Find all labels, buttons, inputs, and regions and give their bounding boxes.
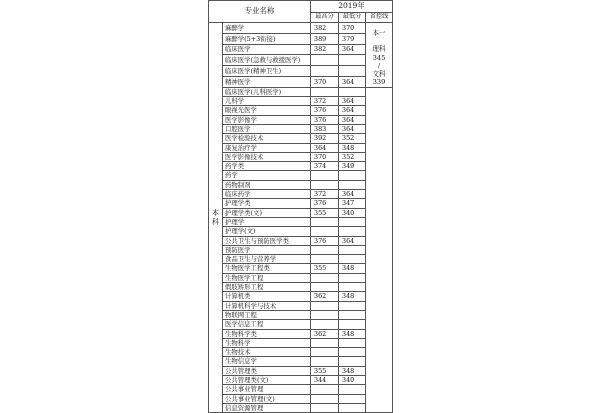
table-row xyxy=(209,338,393,347)
min-score-cell: 348 xyxy=(339,292,366,301)
major-name-cell: 临床医学 xyxy=(223,44,311,55)
major-name-cell: 信息资源管理 xyxy=(223,403,311,412)
table-row xyxy=(209,403,393,412)
major-name-cell: 医学影像技术 xyxy=(223,152,311,161)
min-score-cell: 340 xyxy=(339,375,366,384)
major-name-cell: 生物技术 xyxy=(223,348,311,357)
min-score-cell xyxy=(339,338,366,347)
major-name-cell: 药学类 xyxy=(223,162,311,171)
score-table xyxy=(208,0,393,413)
min-score-cell xyxy=(339,273,366,282)
major-name-cell: 医学信息工程 xyxy=(223,320,311,329)
control-line-text: 文科 xyxy=(372,70,386,79)
table-row xyxy=(209,23,393,34)
admission-score-sheet xyxy=(208,0,392,412)
control-line-text: / xyxy=(377,61,381,70)
major-name-cell: 生物医学工程类 xyxy=(223,264,311,273)
max-score-cell xyxy=(311,217,339,226)
min-score-cell xyxy=(339,394,366,403)
table-row xyxy=(209,292,393,301)
control-line-text: 339 xyxy=(372,78,386,87)
major-name-cell: 生物信息学 xyxy=(223,357,311,366)
control-line-text: 理科 xyxy=(372,45,386,54)
max-score-cell xyxy=(311,273,339,282)
min-score-cell: 364 xyxy=(339,124,366,133)
min-score-cell xyxy=(339,55,366,66)
table-row xyxy=(209,44,393,55)
max-score-cell xyxy=(311,171,339,180)
major-name-cell: 临床医学(精神卫生) xyxy=(223,66,311,77)
table-row xyxy=(209,357,393,366)
max-score-cell xyxy=(311,87,339,96)
table-row xyxy=(209,171,393,180)
min-score-cell xyxy=(339,310,366,319)
control-line-note xyxy=(366,23,393,88)
table-row xyxy=(209,366,393,375)
table-row xyxy=(209,320,393,329)
table-row xyxy=(209,66,393,77)
major-name-cell: 公共事业管理 xyxy=(223,385,311,394)
major-name-cell: 计算机科学与技术 xyxy=(223,301,311,310)
table-row xyxy=(209,217,393,226)
control-line-header: 省控线 xyxy=(366,13,393,23)
min-score-cell: 348 xyxy=(339,264,366,273)
min-score-cell: 348 xyxy=(339,143,366,152)
table-row xyxy=(209,283,393,292)
table-row xyxy=(209,255,393,264)
major-name-cell: 药物制剂 xyxy=(223,180,311,189)
major-name-cell: 公共事业管理(文) xyxy=(223,394,311,403)
major-name-cell: 生物科学 xyxy=(223,338,311,347)
max-score-cell: 392 xyxy=(311,134,339,143)
major-name-cell: 医学检验技术 xyxy=(223,134,311,143)
min-score-cell: 364 xyxy=(339,97,366,106)
max-score-cell xyxy=(311,348,339,357)
min-score-cell: 370 xyxy=(339,23,366,34)
major-name-cell: 康复治疗学 xyxy=(223,143,311,152)
max-score-cell: 364 xyxy=(311,143,339,152)
table-row xyxy=(209,264,393,273)
min-score-cell: 379 xyxy=(339,33,366,44)
table-row xyxy=(209,152,393,161)
major-name-cell: 生物医学工程 xyxy=(223,273,311,282)
year-header: 2019年 xyxy=(311,1,393,13)
min-score-cell xyxy=(339,357,366,366)
min-score-cell xyxy=(339,348,366,357)
min-score-cell: 348 xyxy=(339,366,366,375)
major-name-cell: 护理学(文) xyxy=(223,227,311,236)
table-row xyxy=(209,134,393,143)
header-row-1 xyxy=(209,1,393,13)
min-score-cell: 340 xyxy=(339,208,366,217)
max-score-cell: 372 xyxy=(311,97,339,106)
min-score-cell xyxy=(339,255,366,264)
major-name-cell: 临床药学 xyxy=(223,190,311,199)
max-score-cell: 355 xyxy=(311,208,339,217)
major-name-cell: 药学 xyxy=(223,171,311,180)
major-name-cell: 物联网工程 xyxy=(223,310,311,319)
min-score-cell xyxy=(339,171,366,180)
table-row xyxy=(209,273,393,282)
max-score-cell xyxy=(311,245,339,254)
min-score-cell xyxy=(339,403,366,412)
table-row xyxy=(209,106,393,115)
major-name-cell: 公共管理类(文) xyxy=(223,375,311,384)
table-row xyxy=(209,245,393,254)
min-score-cell: 364 xyxy=(339,236,366,245)
max-score-cell: 383 xyxy=(311,124,339,133)
table-row xyxy=(209,310,393,319)
min-score-cell xyxy=(339,217,366,226)
max-score-cell: 376 xyxy=(311,106,339,115)
min-score-cell: 364 xyxy=(339,190,366,199)
control-line-text: 本一 xyxy=(372,29,386,37)
max-score-cell xyxy=(311,180,339,189)
max-score-cell xyxy=(311,357,339,366)
max-score-cell xyxy=(311,320,339,329)
max-score-header: 最高分 xyxy=(311,13,339,23)
major-name-cell: 假肢矫形工程 xyxy=(223,283,311,292)
min-score-header: 最低分 xyxy=(339,13,366,23)
major-name-cell: 食品卫生与营养学 xyxy=(223,255,311,264)
table-row xyxy=(209,76,393,87)
table-row xyxy=(209,180,393,189)
major-name-cell: 护理学类(文) xyxy=(223,208,311,217)
max-score-cell: 344 xyxy=(311,375,339,384)
table-row xyxy=(209,124,393,133)
table-row xyxy=(209,162,393,171)
major-name-cell: 临床医学(儿科医学) xyxy=(223,87,311,96)
major-name-cell: 预防医学 xyxy=(223,245,311,254)
min-score-cell: 352 xyxy=(339,152,366,161)
max-score-cell xyxy=(311,394,339,403)
max-score-cell: 370 xyxy=(311,76,339,87)
max-score-cell: 389 xyxy=(311,33,339,44)
max-score-cell: 376 xyxy=(311,115,339,124)
major-name-cell: 临床医学(急救与救援医学) xyxy=(223,55,311,66)
table-row xyxy=(209,33,393,44)
table-row xyxy=(209,227,393,236)
level-cell: 本 科 xyxy=(209,23,223,413)
min-score-cell xyxy=(339,245,366,254)
table-row xyxy=(209,385,393,394)
max-score-cell: 376 xyxy=(311,199,339,208)
table-row xyxy=(209,236,393,245)
table-row xyxy=(209,348,393,357)
min-score-cell: 364 xyxy=(339,115,366,124)
min-score-cell xyxy=(339,227,366,236)
max-score-cell: 362 xyxy=(311,292,339,301)
major-name-cell: 生物科学类 xyxy=(223,329,311,338)
table-row xyxy=(209,115,393,124)
table-row xyxy=(209,97,393,106)
max-score-cell xyxy=(311,227,339,236)
min-score-cell: 364 xyxy=(339,76,366,87)
min-score-cell xyxy=(339,87,366,96)
min-score-cell xyxy=(339,66,366,77)
table-row xyxy=(209,190,393,199)
table-row xyxy=(209,87,393,96)
max-score-cell: 382 xyxy=(311,44,339,55)
table-row xyxy=(209,329,393,338)
table-row xyxy=(209,199,393,208)
major-name-cell: 医学影像学 xyxy=(223,115,311,124)
max-score-cell: 372 xyxy=(311,190,339,199)
min-score-cell: 364 xyxy=(339,44,366,55)
max-score-cell: 362 xyxy=(311,329,339,338)
major-name-cell: 公共管理类 xyxy=(223,366,311,375)
min-score-cell: 347 xyxy=(339,199,366,208)
min-score-cell: 348 xyxy=(339,329,366,338)
major-name-cell: 公共卫生与预防医学类 xyxy=(223,236,311,245)
max-score-cell: 370 xyxy=(311,152,339,161)
major-name-cell: 麻醉学(5+3衔接) xyxy=(223,33,311,44)
major-name-cell: 计算机类 xyxy=(223,292,311,301)
max-score-cell xyxy=(311,255,339,264)
control-line-text: 345 xyxy=(372,53,386,62)
major-name-cell: 精神医学 xyxy=(223,76,311,87)
table-row xyxy=(209,301,393,310)
table-row xyxy=(209,375,393,384)
min-score-cell xyxy=(339,301,366,310)
min-score-cell xyxy=(339,180,366,189)
major-name-cell: 口腔医学 xyxy=(223,124,311,133)
max-score-cell: 382 xyxy=(311,23,339,34)
min-score-cell xyxy=(339,320,366,329)
min-score-cell: 352 xyxy=(339,134,366,143)
major-name-cell: 儿科学 xyxy=(223,97,311,106)
max-score-cell: 376 xyxy=(311,236,339,245)
table-row xyxy=(209,394,393,403)
max-score-cell: 355 xyxy=(311,366,339,375)
table-row xyxy=(209,143,393,152)
min-score-cell xyxy=(339,385,366,394)
major-name-header: 专业名称 xyxy=(209,1,311,23)
max-score-cell: 374 xyxy=(311,162,339,171)
max-score-cell: 355 xyxy=(311,264,339,273)
max-score-cell xyxy=(311,283,339,292)
min-score-cell: 349 xyxy=(339,162,366,171)
major-name-cell: 眼视光医学 xyxy=(223,106,311,115)
table-row xyxy=(209,208,393,217)
major-name-cell: 护理学类 xyxy=(223,199,311,208)
major-name-cell: 麻醉学 xyxy=(223,23,311,34)
max-score-cell xyxy=(311,385,339,394)
min-score-cell xyxy=(339,283,366,292)
max-score-cell xyxy=(311,403,339,412)
major-name-cell: 护理学 xyxy=(223,217,311,226)
max-score-cell xyxy=(311,301,339,310)
control-line-blank xyxy=(366,87,393,412)
max-score-cell xyxy=(311,338,339,347)
max-score-cell xyxy=(311,55,339,66)
max-score-cell xyxy=(311,310,339,319)
table-row xyxy=(209,55,393,66)
max-score-cell xyxy=(311,66,339,77)
min-score-cell: 364 xyxy=(339,106,366,115)
